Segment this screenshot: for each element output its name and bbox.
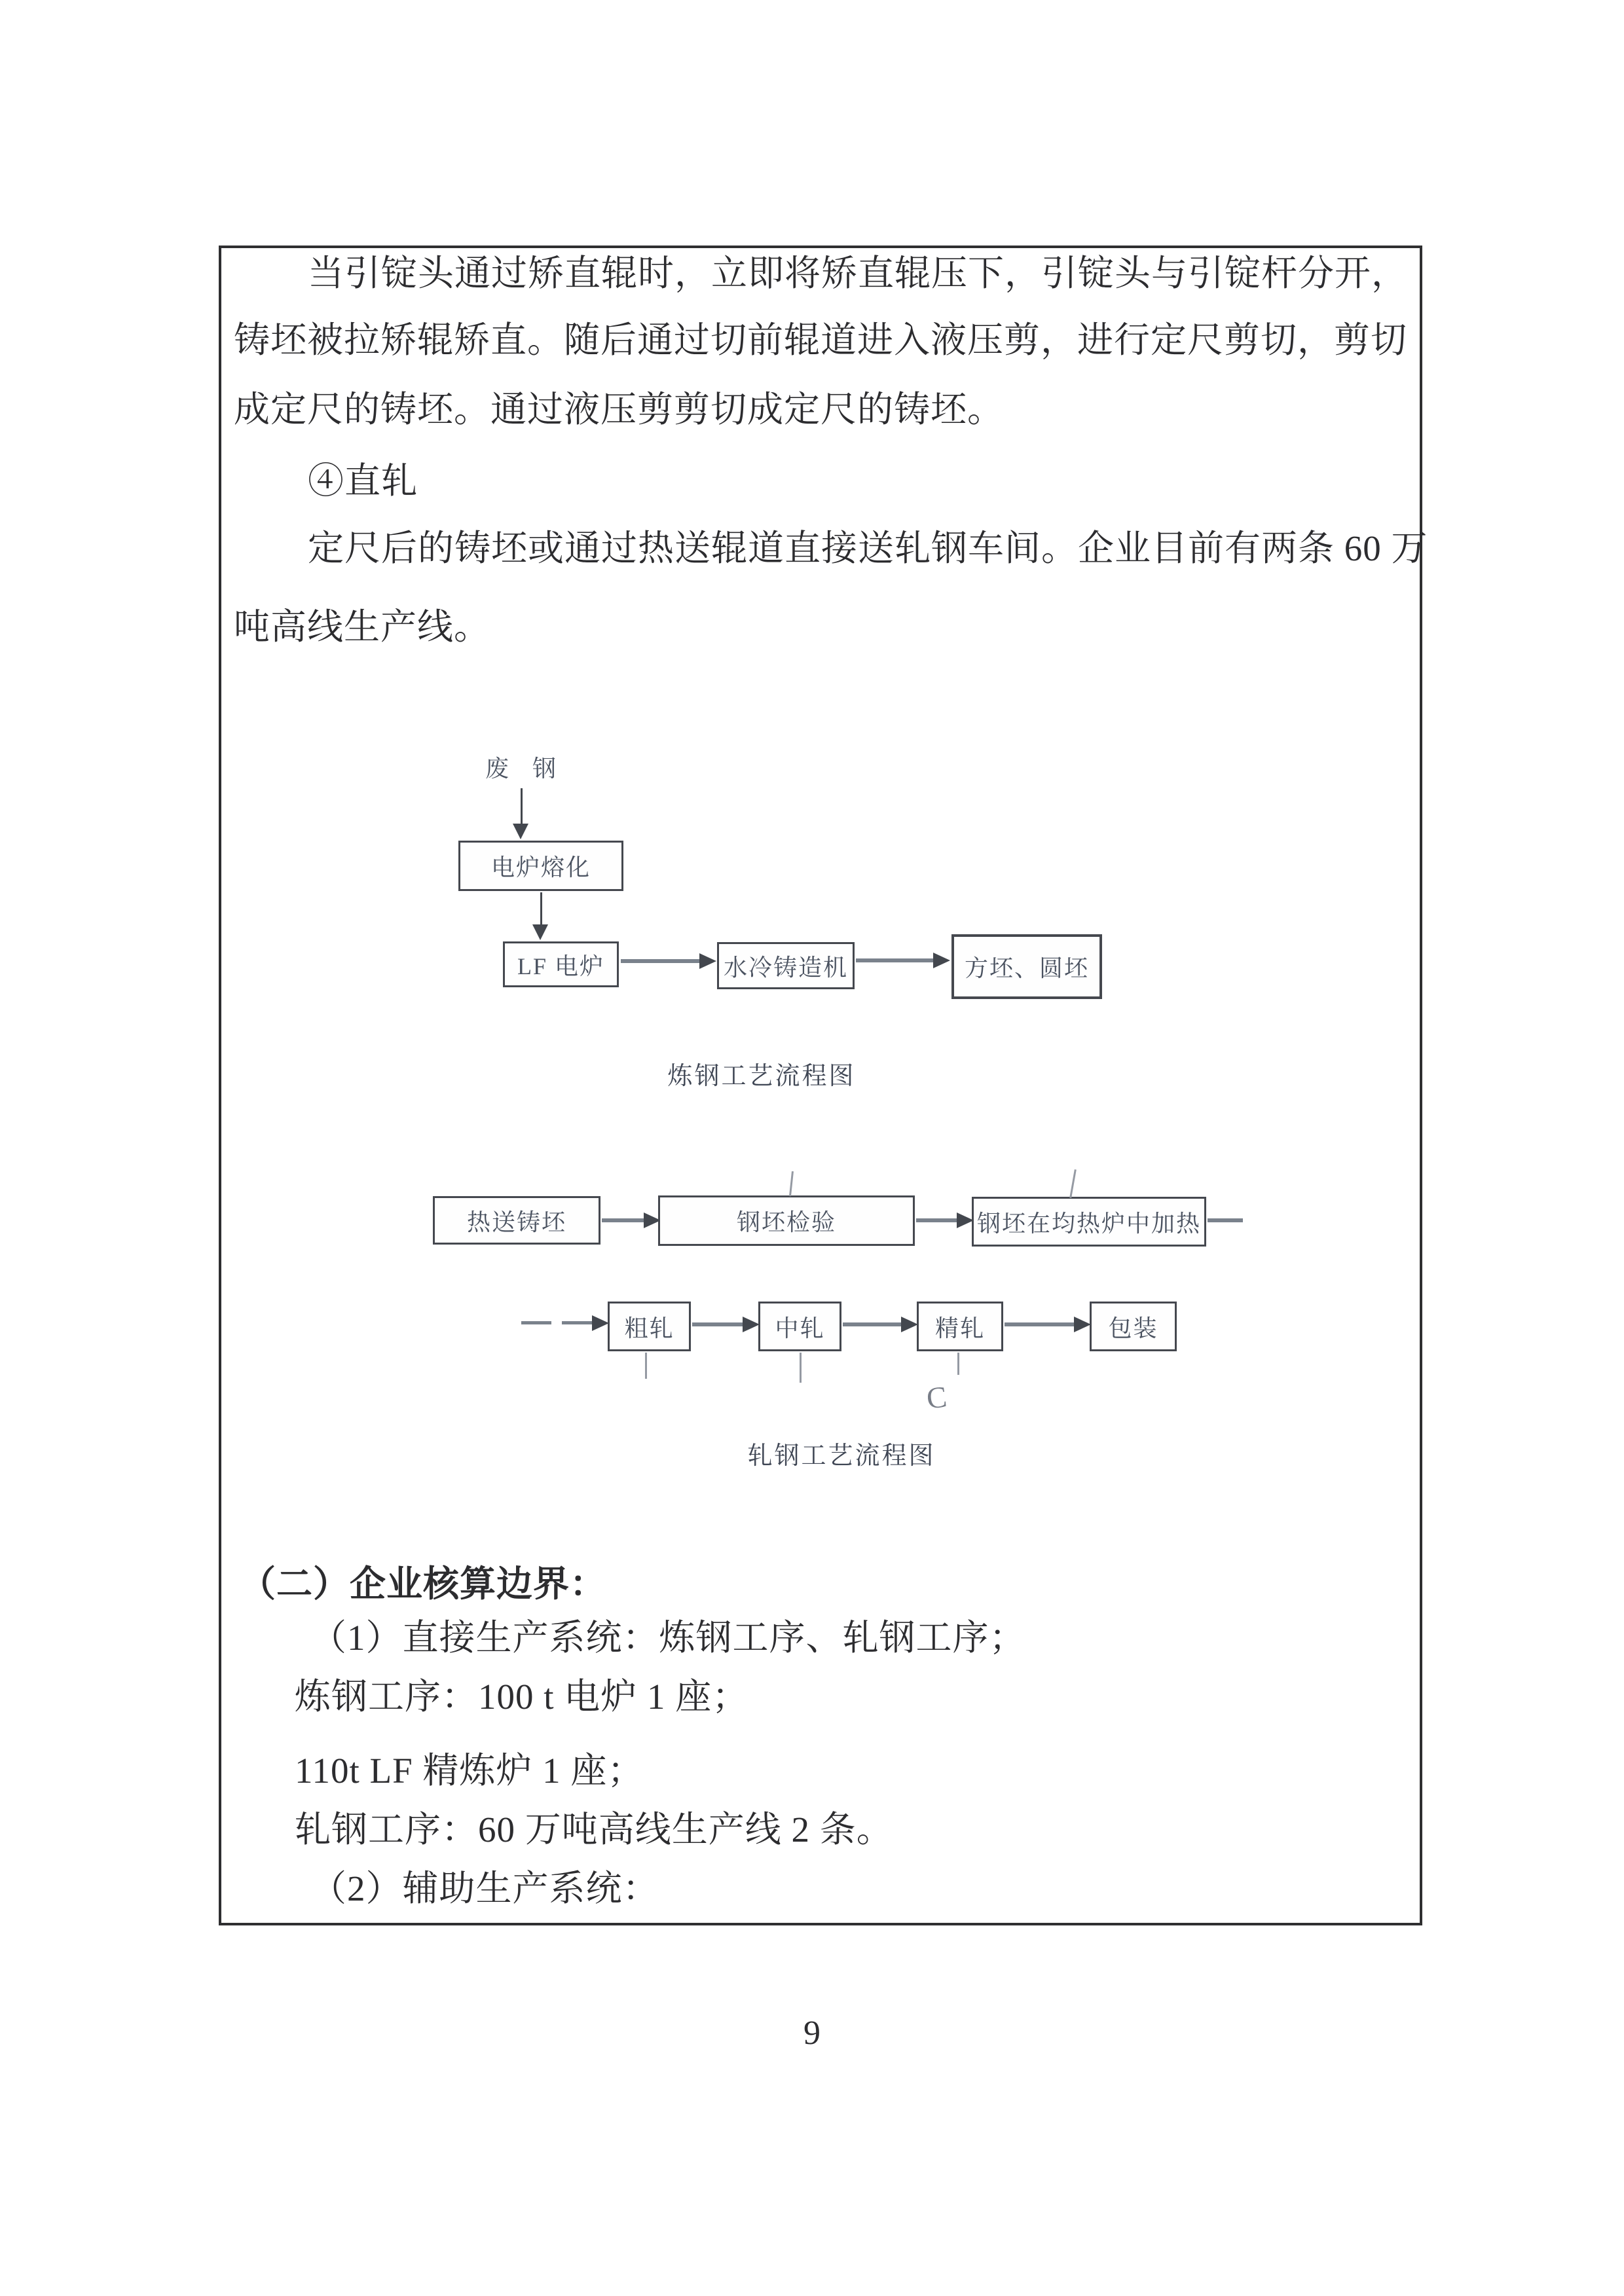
flow-box-label: 钢坯检验 [736, 1209, 836, 1235]
flow-arrow-line [521, 788, 523, 826]
section-heading: （二）企业核算边界： [240, 1564, 607, 1604]
boundary-item: 110t LF 精炼炉 1 座； [295, 1751, 644, 1791]
arrow-right-icon [933, 953, 950, 968]
arrow-right-icon [699, 953, 716, 969]
flow-box-soaking-furnace-heating [972, 1197, 1206, 1247]
flow-box-label: 方坯、圆坯 [964, 955, 1089, 981]
paragraph-line: 成定尺的铸坯。通过液压剪剪切成定尺的铸坯。 [234, 390, 1005, 429]
list-item-circled-4: ④直轧 [308, 461, 418, 501]
flow-box-billets [951, 934, 1102, 999]
flow-box-intermediate-rolling [758, 1302, 841, 1351]
flow-input-label-scrap-steel: 废 钢 [485, 756, 557, 782]
boundary-item: （1）直接生产系统：炼钢工序、轧钢工序； [310, 1618, 1026, 1658]
flow-box-label: 精轧 [934, 1315, 985, 1341]
paragraph-line: 铸坯被拉矫辊矫直。随后通过切前辊道进入液压剪，进行定尺剪切，剪切 [234, 320, 1408, 360]
flow-box-label: 水冷铸造机 [723, 954, 848, 981]
flow-arrow-line [843, 1322, 903, 1326]
boundary-item: （2）辅助生产系统： [310, 1868, 659, 1908]
steelmaking-chart-caption: 炼钢工艺流程图 [667, 1063, 856, 1090]
flow-box-water-cooled-caster [717, 942, 855, 989]
flow-box-packing [1090, 1302, 1177, 1351]
flow-box-lf-furnace [503, 941, 619, 987]
arrow-down-icon [532, 924, 548, 940]
boundary-item: 轧钢工序：60 万吨高线生产线 2 条。 [295, 1810, 893, 1850]
paragraph-line: 定尺后的铸坯或通过热送辊道直接送轧钢车间。企业目前有两条 60 万 [308, 528, 1428, 568]
arrow-right-icon [901, 1317, 918, 1332]
flow-continuation-line [1208, 1218, 1243, 1222]
scan-tick-mark [957, 1353, 959, 1375]
flow-arrow-line [602, 1218, 645, 1222]
flow-box-label: 钢坯在均热炉中加热 [976, 1210, 1201, 1237]
flow-entry-line [562, 1321, 593, 1324]
flow-entry-line [521, 1321, 551, 1324]
flow-arrow-line [692, 1322, 745, 1326]
flow-arrow-line [856, 958, 934, 962]
flow-box-label: 热送铸坯 [466, 1209, 566, 1235]
arrow-right-icon [743, 1317, 760, 1332]
flow-box-hot-billet [433, 1196, 600, 1245]
flow-box-rough-rolling [608, 1302, 691, 1351]
page-number: 9 [803, 2014, 821, 2052]
flow-arrow-line [916, 1218, 958, 1222]
arrow-right-icon [1074, 1317, 1091, 1332]
boundary-item: 炼钢工序：100 t 电炉 1 座； [295, 1677, 749, 1717]
scan-tick-mark [645, 1353, 647, 1379]
flow-arrow-line [540, 892, 542, 926]
scan-smudge-artifact: C [925, 1379, 949, 1415]
flow-arrow-line [1005, 1322, 1075, 1326]
flow-box-label: 中轧 [775, 1315, 825, 1341]
paragraph-line: 当引锭头通过矫直辊时，立即将矫直辊压下，引锭头与引锭杆分开， [308, 253, 1409, 293]
flow-box-label: 粗轧 [624, 1315, 674, 1341]
rolling-chart-caption: 轧钢工艺流程图 [747, 1442, 936, 1470]
arrow-right-icon [592, 1315, 609, 1331]
flow-arrow-line [621, 959, 701, 963]
flow-box-label: LF 电炉 [517, 953, 604, 979]
flow-box-finish-rolling [917, 1302, 1003, 1351]
scan-tick-mark [800, 1353, 802, 1383]
flow-box-label: 包装 [1108, 1315, 1158, 1341]
paragraph-line: 吨高线生产线。 [234, 607, 491, 647]
arrow-down-icon [513, 824, 528, 839]
flow-box-eaf-melting [458, 841, 623, 891]
flow-box-billet-inspection [658, 1195, 915, 1246]
flow-box-label: 电炉熔化 [490, 854, 591, 881]
